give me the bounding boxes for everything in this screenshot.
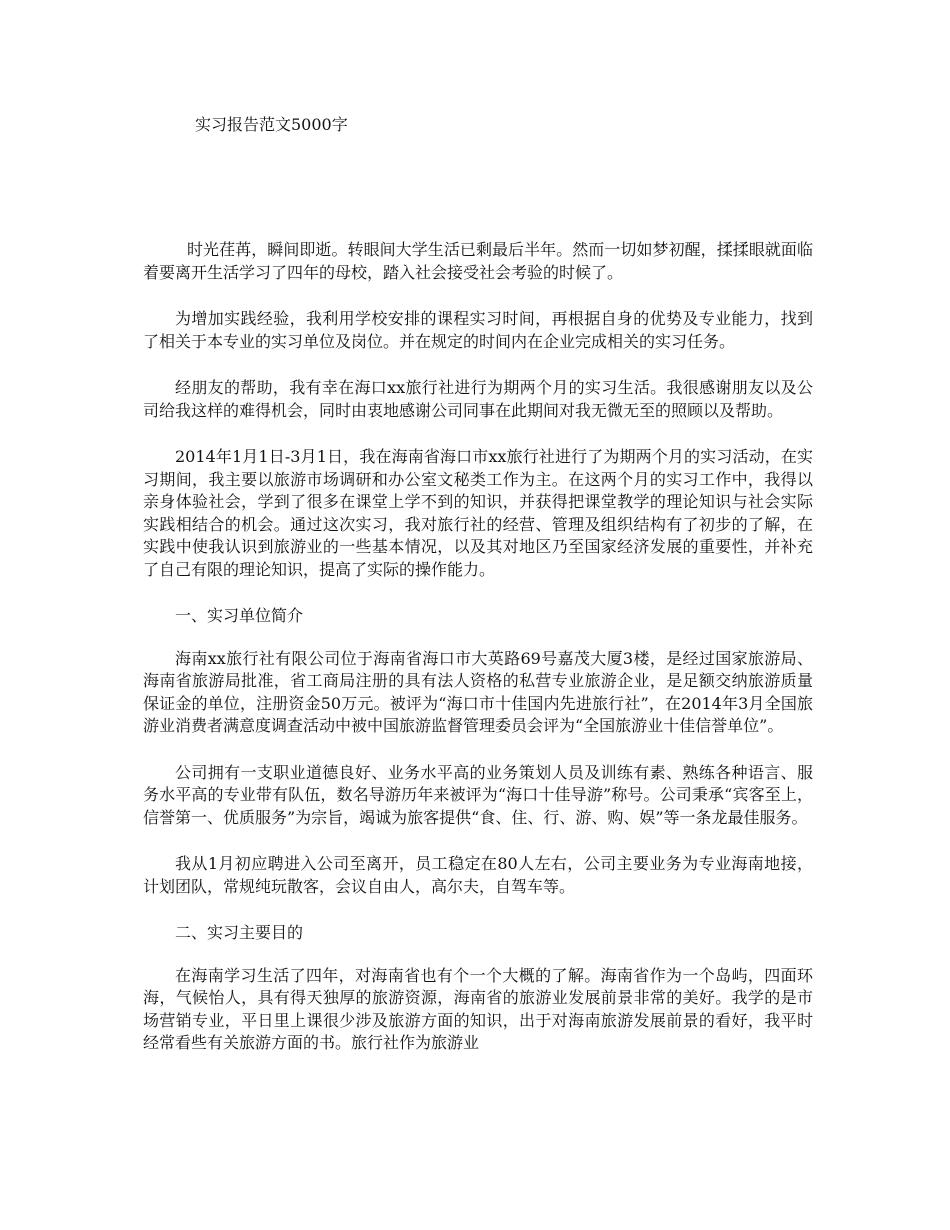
paragraph: 公司拥有一支职业道德良好、业务水平高的业务策划人员及训练有素、熟练各种语言、服务水平高的专业带有队伍，数名导游历年来被评为“海口十佳导游”称号。公司秉承“宾客至上，信誉第一、优质服务”为宗旨，竭诚为旅客提供“食、住、行、游、购、娱”等一条龙最佳服务。 xyxy=(143,762,813,827)
section-heading-internship-purpose: 二、实习主要目的 xyxy=(175,923,304,942)
paragraph: 我从1月初应聘进入公司至离开，员工稳定在80人左右，公司主要业务为专业海南地接，计划团队，常规纯玩散客，会议自由人，高尔夫，自驾车等。 xyxy=(143,854,813,896)
document-body xyxy=(143,239,813,1079)
paragraph: 经朋友的帮助，我有幸在海口xx旅行社进行为期两个月的实习生活。我很感谢朋友以及公司给我这样的难得机会，同时由衷地感谢公司同事在此期间对我无微无至的照顾以及帮助。 xyxy=(143,378,813,420)
document-title: 实习报告范文5000字 xyxy=(195,115,348,134)
paragraph: 在海南学习生活了四年，对海南省也有个一个大概的了解。海南省作为一个岛屿，四面环海，气候怡人，具有得天独厚的旅游资源，海南省的旅游业发展前景非常的美好。我学的是市场营销专业，平日里上课很少涉及旅游方面的知识，出于对海南旅游发展前景的看好，我平时经常看些有关旅游方面的书。旅行社作为旅游业 xyxy=(143,965,813,1052)
paragraph-intro: 时光荏苒，瞬间即逝。转眼间大学生活已剩最后半年。然而一切如梦初醒，揉揉眼就面临着要离开生活学习了四年的母校，踏入社会接受社会考验的时候了。 xyxy=(143,240,813,282)
paragraph: 为增加实践经验，我利用学校安排的课程实习时间，再根据自身的优势及专业能力，找到了相关于本专业的实习单位及岗位。并在规定的时间内在企业完成相关的实习任务。 xyxy=(143,309,813,351)
section-heading-company-intro: 一、实习单位简介 xyxy=(175,606,304,625)
paragraph: 2014年1月1日-3月1日，我在海南省海口市xx旅行社进行了为期两个月的实习活动，在实习期间，我主要以旅游市场调研和办公室文秘类工作为主。在这两个月的实习工作中，我得以亲身体验社会，学到了很多在课堂上学不到的知识，并获得把课堂教学的理论知识与社会实际实践相结合的机会。通过这次实习，我对旅行社的经营、管理及组织结构有了初步的了解，在实践中使我认识到旅游业的一些基本情况，以及其对地区乃至国家经济发展的重要性，并补充了自己有限的理论知识，提高了实际的操作能力。 xyxy=(143,447,813,579)
paragraph: 海南xx旅行社有限公司位于海南省海口市大英路69号嘉茂大厦3楼，是经过国家旅游局、海南省旅游局批准，省工商局注册的具有法人资格的私营专业旅游企业，是足额交纳旅游质量保证金的单位，注册资金50万元。被评为“海口市十佳国内先进旅行社”，在2014年3月全国旅游业消费者满意度调查活动中被中国旅游监督管理委员会评为“全国旅游业十佳信誉单位”。 xyxy=(143,648,813,735)
